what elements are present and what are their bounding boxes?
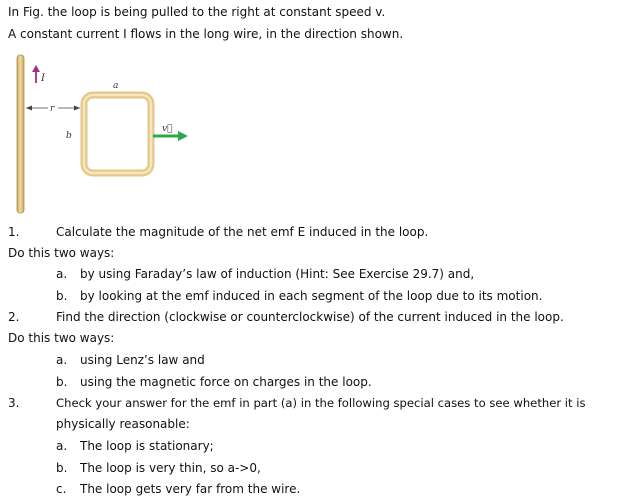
distance-r-label: r [50, 104, 55, 114]
question-3-number: 3. [8, 396, 20, 410]
question-2a-text: using Lenz’s law and [80, 353, 205, 367]
question-2-number: 2. [8, 310, 20, 324]
velocity-label: v⃗ [162, 124, 173, 134]
question-3c-marker: c. [56, 482, 67, 496]
question-3-text-cont: physically reasonable: [56, 417, 190, 431]
current-arrow-icon [32, 65, 40, 83]
question-2b-marker: b. [56, 375, 68, 389]
question-2-text: Find the direction (clockwise or counterclockwise) of the current induced in the loop. [56, 310, 564, 324]
question-2-lead: Do this two ways: [8, 331, 115, 345]
intro-line-2: A constant current I flows in the long wire, in the direction shown. [8, 27, 404, 41]
question-1-text: Calculate the magnitude of the net emf E induced in the loop. [56, 225, 429, 239]
loop-width-label: a [113, 81, 119, 91]
conducting-loop [84, 95, 151, 173]
question-2b-text: using the magnetic force on charges in the loop. [80, 375, 372, 389]
loop-figure [10, 50, 210, 215]
loop-height-label: b [66, 131, 72, 141]
question-2a-marker: a. [56, 353, 68, 367]
question-3b-text: The loop is very thin, so a->0, [80, 461, 261, 475]
question-3a-marker: a. [56, 439, 68, 453]
question-1b-marker: b. [56, 289, 68, 303]
question-3c-text: The loop gets very far from the wire. [80, 482, 301, 496]
current-label: I [41, 73, 45, 84]
question-1a-marker: a. [56, 267, 68, 281]
question-3b-marker: b. [56, 461, 68, 475]
question-1a-text: by using Faraday’s law of induction (Hint: See Exercise 29.7) and, [80, 267, 475, 281]
intro-line-1: In Fig. the loop is being pulled to the right at constant speed v. [8, 5, 386, 19]
question-1-number: 1. [8, 225, 20, 239]
question-1-lead: Do this two ways: [8, 246, 115, 260]
question-3-text: Check your answer for the emf in part (a) in the following special cases to see whether it is [56, 396, 586, 410]
long-wire [17, 55, 24, 213]
question-3a-text: The loop is stationary; [80, 439, 214, 453]
question-1b-text: by looking at the emf induced in each segment of the loop due to its motion. [80, 289, 543, 303]
